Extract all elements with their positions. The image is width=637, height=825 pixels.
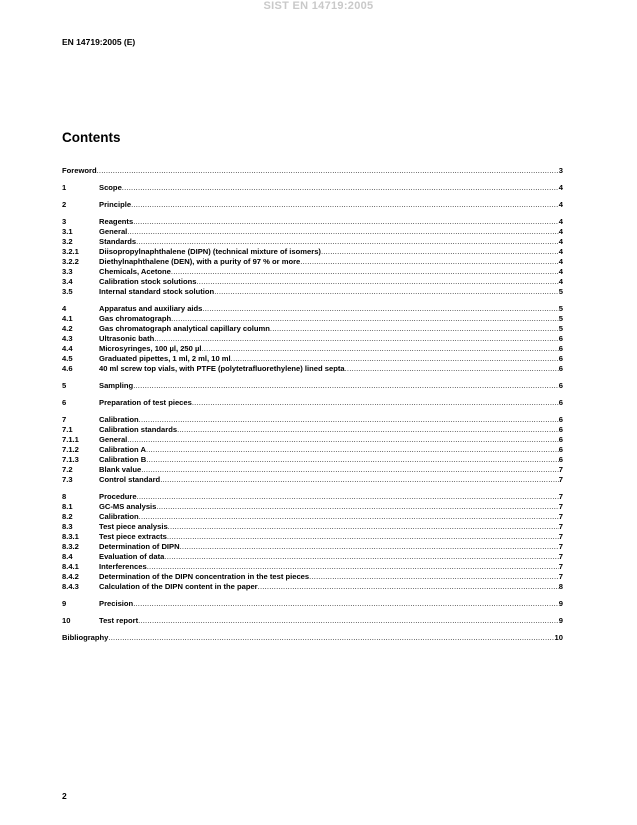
- toc-entry[interactable]: [62, 183, 563, 193]
- toc-entry[interactable]: [62, 227, 563, 237]
- toc-entry[interactable]: [62, 582, 563, 592]
- toc-entry-number: 4: [62, 304, 67, 313]
- toc-entry[interactable]: [62, 166, 563, 176]
- toc-entry-number: 7.1.1: [62, 435, 79, 444]
- toc-entry[interactable]: [62, 512, 563, 522]
- toc-entry-page: 4: [558, 237, 563, 246]
- toc-entry-page: 7: [558, 532, 563, 541]
- toc-entry[interactable]: [62, 522, 563, 532]
- toc-entry-title: GC-MS analysis: [99, 502, 157, 511]
- table-of-contents: [62, 166, 563, 643]
- toc-entry-title: Preparation of test pieces: [99, 398, 192, 407]
- toc-dot-leader: [127, 435, 558, 445]
- toc-entry-number: 8.2: [62, 512, 73, 521]
- toc-entry-title: Apparatus and auxiliary aids: [99, 304, 203, 313]
- toc-entry-title: Ultrasonic bath: [99, 334, 155, 343]
- toc-entry-number: 2: [62, 200, 67, 209]
- toc-entry-title: Gas chromatograph analytical capillary column: [99, 324, 270, 333]
- toc-entry[interactable]: [62, 415, 563, 425]
- toc-dot-leader: [146, 455, 559, 465]
- toc-entry-page: 7: [558, 512, 563, 521]
- toc-dot-leader: [171, 314, 559, 324]
- toc-entry[interactable]: [62, 277, 563, 287]
- toc-entry[interactable]: [62, 324, 563, 334]
- toc-entry-page: 9: [558, 599, 563, 608]
- toc-dot-leader: [164, 552, 558, 562]
- toc-entry-page: 7: [558, 562, 563, 571]
- toc-entry-title: Calibration stock solutions: [99, 277, 197, 286]
- toc-entry-page: 5: [558, 304, 563, 313]
- toc-entry-page: 4: [558, 247, 563, 256]
- toc-entry[interactable]: [62, 334, 563, 344]
- toc-entry-title: Test piece analysis: [99, 522, 168, 531]
- toc-entry[interactable]: [62, 267, 563, 277]
- toc-entry-number: 8.4.2: [62, 572, 79, 581]
- toc-entry[interactable]: [62, 257, 563, 267]
- toc-entry-number: 8.1: [62, 502, 73, 511]
- toc-entry-page: 7: [558, 502, 563, 511]
- toc-dot-leader: [139, 415, 559, 425]
- toc-entry[interactable]: [62, 354, 563, 364]
- toc-entry-number: 7.1: [62, 425, 73, 434]
- toc-entry-number: 4.6: [62, 364, 73, 373]
- toc-entry[interactable]: [62, 247, 563, 257]
- toc-dot-leader: [309, 572, 559, 582]
- toc-entry-number: 3.3: [62, 267, 73, 276]
- toc-entry-page: 10: [554, 633, 563, 642]
- toc-entry-page: 9: [558, 616, 563, 625]
- toc-entry-number: 8.4.3: [62, 582, 79, 591]
- page-title: Contents: [62, 130, 121, 145]
- toc-entry-number: 3.2.1: [62, 247, 79, 256]
- toc-entry-number: 8.3.1: [62, 532, 79, 541]
- toc-entry-number: 1: [62, 183, 67, 192]
- toc-entry-page: 6: [558, 354, 563, 363]
- toc-entry-page: 7: [558, 552, 563, 561]
- toc-entry[interactable]: [62, 364, 563, 374]
- toc-entry[interactable]: [62, 465, 563, 475]
- toc-entry-title: Sampling: [99, 381, 134, 390]
- toc-entry-page: 7: [558, 522, 563, 531]
- toc-entry[interactable]: [62, 200, 563, 210]
- toc-entry-page: 5: [558, 324, 563, 333]
- toc-entry-number: 4.3: [62, 334, 73, 343]
- toc-entry-title: Test report: [99, 616, 139, 625]
- toc-entry-number: 4.5: [62, 354, 73, 363]
- toc-entry-page: 6: [558, 381, 563, 390]
- toc-entry-title: Internal standard stock solution: [99, 287, 215, 296]
- toc-entry-number: 8.3.2: [62, 542, 79, 551]
- toc-entry-page: 6: [558, 445, 563, 454]
- toc-entry[interactable]: [62, 542, 563, 552]
- toc-dot-leader: [108, 633, 554, 643]
- toc-dot-leader: [133, 381, 559, 391]
- toc-entry-number: 3: [62, 217, 67, 226]
- toc-entry[interactable]: [62, 304, 563, 314]
- toc-entry-number: 8.4.1: [62, 562, 79, 571]
- toc-entry-title: Graduated pipettes, 1 ml, 2 ml, 10 ml: [99, 354, 231, 363]
- toc-dot-leader: [258, 582, 559, 592]
- toc-entry[interactable]: [62, 455, 563, 465]
- toc-dot-leader: [167, 532, 559, 542]
- toc-entry-page: 7: [558, 542, 563, 551]
- toc-entry-page: 4: [558, 183, 563, 192]
- toc-entry[interactable]: [62, 287, 563, 297]
- toc-entry[interactable]: [62, 217, 563, 227]
- toc-entry[interactable]: [62, 475, 563, 485]
- toc-dot-leader: [141, 465, 559, 475]
- toc-entry-page: 4: [558, 277, 563, 286]
- toc-entry-title: Calibration: [99, 415, 139, 424]
- toc-dot-leader: [138, 616, 559, 626]
- toc-entry-number: 8.3: [62, 522, 73, 531]
- toc-dot-leader: [345, 364, 559, 374]
- toc-entry-number: 3.2.2: [62, 257, 79, 266]
- toc-entry-title: General: [99, 227, 128, 236]
- toc-dot-leader: [231, 354, 559, 364]
- toc-dot-leader: [127, 227, 558, 237]
- toc-entry-number: 5: [62, 381, 67, 390]
- toc-entry-page: 7: [558, 492, 563, 501]
- watermark: SIST EN 14719:2005: [263, 0, 374, 12]
- toc-entry[interactable]: [62, 237, 563, 247]
- toc-entry[interactable]: [62, 425, 563, 435]
- toc-entry[interactable]: [62, 572, 563, 582]
- toc-entry-title: Gas chromatograph: [99, 314, 172, 323]
- toc-entry[interactable]: [62, 445, 563, 455]
- toc-dot-leader: [133, 217, 559, 227]
- toc-dot-leader: [168, 522, 559, 532]
- toc-dot-leader: [300, 257, 559, 267]
- toc-entry-number: 7: [62, 415, 67, 424]
- toc-dot-leader: [214, 287, 559, 297]
- toc-entry-number: 3.1: [62, 227, 73, 236]
- toc-dot-leader: [192, 398, 559, 408]
- toc-entry-page: 3: [558, 166, 563, 175]
- page-number: 2: [62, 791, 67, 801]
- toc-entry[interactable]: [62, 532, 563, 542]
- toc-entry-title: Precision: [99, 599, 134, 608]
- toc-dot-leader: [270, 324, 559, 334]
- toc-entry-page: 6: [558, 334, 563, 343]
- toc-entry-number: 6: [62, 398, 67, 407]
- toc-entry-title: General: [99, 435, 128, 444]
- toc-entry-number: 4.4: [62, 344, 73, 353]
- toc-dot-leader: [146, 445, 559, 455]
- toc-entry-page: 6: [558, 455, 563, 464]
- toc-entry-title: Standards: [99, 237, 137, 246]
- toc-entry-number: 4.1: [62, 314, 73, 323]
- toc-dot-leader: [160, 475, 559, 485]
- toc-entry-number: 3.2: [62, 237, 73, 246]
- toc-entry-title: Diisopropylnaphthalene (DIPN) (technical mixture of isomers): [99, 247, 321, 256]
- toc-entry-title: Calibration standards: [99, 425, 178, 434]
- toc-dot-leader: [131, 200, 559, 210]
- toc-entry-page: 7: [558, 465, 563, 474]
- toc-entry-page: 4: [558, 200, 563, 209]
- toc-entry-number: 7.3: [62, 475, 73, 484]
- toc-entry[interactable]: [62, 599, 563, 609]
- toc-entry-page: 6: [558, 425, 563, 434]
- toc-entry-title: Calculation of the DIPN content in the paper: [99, 582, 258, 591]
- toc-entry-page: 6: [558, 344, 563, 353]
- toc-dot-leader: [180, 542, 559, 552]
- toc-entry-title: Foreword: [62, 166, 97, 175]
- toc-entry[interactable]: [62, 633, 563, 643]
- toc-entry-page: 5: [558, 287, 563, 296]
- toc-entry-title: Scope: [99, 183, 122, 192]
- toc-entry-title: Microsyringes, 100 µl, 250 µl: [99, 344, 202, 353]
- toc-entry-number: 9: [62, 599, 67, 608]
- toc-entry-number: 7.2: [62, 465, 73, 474]
- toc-entry-title: Blank value: [99, 465, 142, 474]
- toc-entry-page: 6: [558, 364, 563, 373]
- toc-dot-leader: [177, 425, 559, 435]
- toc-entry-title: Diethylnaphthalene (DEN), with a purity of 97 % or more: [99, 257, 301, 266]
- toc-entry-title: 40 ml screw top vials, with PTFE (polytetrafluorethylene) lined septa: [99, 364, 345, 373]
- toc-entry[interactable]: [62, 502, 563, 512]
- toc-dot-leader: [133, 599, 559, 609]
- toc-entry-page: 5: [558, 314, 563, 323]
- toc-entry-number: 7.1.3: [62, 455, 79, 464]
- toc-entry-page: 6: [558, 398, 563, 407]
- toc-dot-leader: [147, 562, 559, 572]
- toc-entry-title: Test piece extracts: [99, 532, 167, 541]
- toc-entry-page: 7: [558, 475, 563, 484]
- toc-entry-title: Calibration A: [99, 445, 146, 454]
- toc-entry-title: Determination of the DIPN concentration in the test pieces: [99, 572, 310, 581]
- toc-entry[interactable]: [62, 398, 563, 408]
- toc-entry[interactable]: [62, 562, 563, 572]
- toc-entry[interactable]: [62, 344, 563, 354]
- toc-entry-title: Reagents: [99, 217, 134, 226]
- toc-dot-leader: [97, 166, 559, 176]
- toc-entry-number: 3.5: [62, 287, 73, 296]
- toc-dot-leader: [137, 492, 559, 502]
- toc-entry-page: 4: [558, 227, 563, 236]
- toc-entry-title: Evaluation of data: [99, 552, 165, 561]
- toc-entry-number: 4.2: [62, 324, 73, 333]
- toc-entry-page: 4: [558, 217, 563, 226]
- toc-dot-leader: [171, 267, 559, 277]
- toc-dot-leader: [136, 237, 559, 247]
- toc-dot-leader: [122, 183, 559, 193]
- toc-entry-number: 8.4: [62, 552, 73, 561]
- toc-entry-page: 7: [558, 572, 563, 581]
- toc-dot-leader: [139, 512, 559, 522]
- toc-entry[interactable]: [62, 381, 563, 391]
- toc-entry-page: 4: [558, 257, 563, 266]
- toc-dot-leader: [196, 277, 558, 287]
- toc-dot-leader: [201, 344, 558, 354]
- toc-entry-title: Bibliography: [62, 633, 109, 642]
- toc-entry-page: 8: [558, 582, 563, 591]
- toc-dot-leader: [321, 247, 559, 257]
- toc-entry-title: Control standard: [99, 475, 161, 484]
- toc-entry-number: 10: [62, 616, 71, 625]
- standard-header: EN 14719:2005 (E): [62, 37, 136, 47]
- toc-entry[interactable]: [62, 435, 563, 445]
- toc-entry-title: Principle: [99, 200, 132, 209]
- toc-dot-leader: [202, 304, 558, 314]
- toc-entry-page: 6: [558, 415, 563, 424]
- toc-entry-number: 7.1.2: [62, 445, 79, 454]
- toc-entry-title: Calibration: [99, 512, 139, 521]
- toc-entry[interactable]: [62, 492, 563, 502]
- toc-entry-page: 4: [558, 267, 563, 276]
- toc-entry[interactable]: [62, 314, 563, 324]
- toc-entry-title: Determination of DIPN: [99, 542, 180, 551]
- toc-entry-title: Interferences: [99, 562, 147, 571]
- toc-entry-page: 6: [558, 435, 563, 444]
- toc-entry[interactable]: [62, 552, 563, 562]
- toc-entry-number: 8: [62, 492, 67, 501]
- toc-entry-number: 3.4: [62, 277, 73, 286]
- toc-entry-title: Chemicals, Acetone: [99, 267, 171, 276]
- toc-entry-title: Calibration B: [99, 455, 147, 464]
- toc-dot-leader: [156, 502, 558, 512]
- toc-entry[interactable]: [62, 616, 563, 626]
- toc-dot-leader: [154, 334, 558, 344]
- toc-entry-title: Procedure: [99, 492, 137, 501]
